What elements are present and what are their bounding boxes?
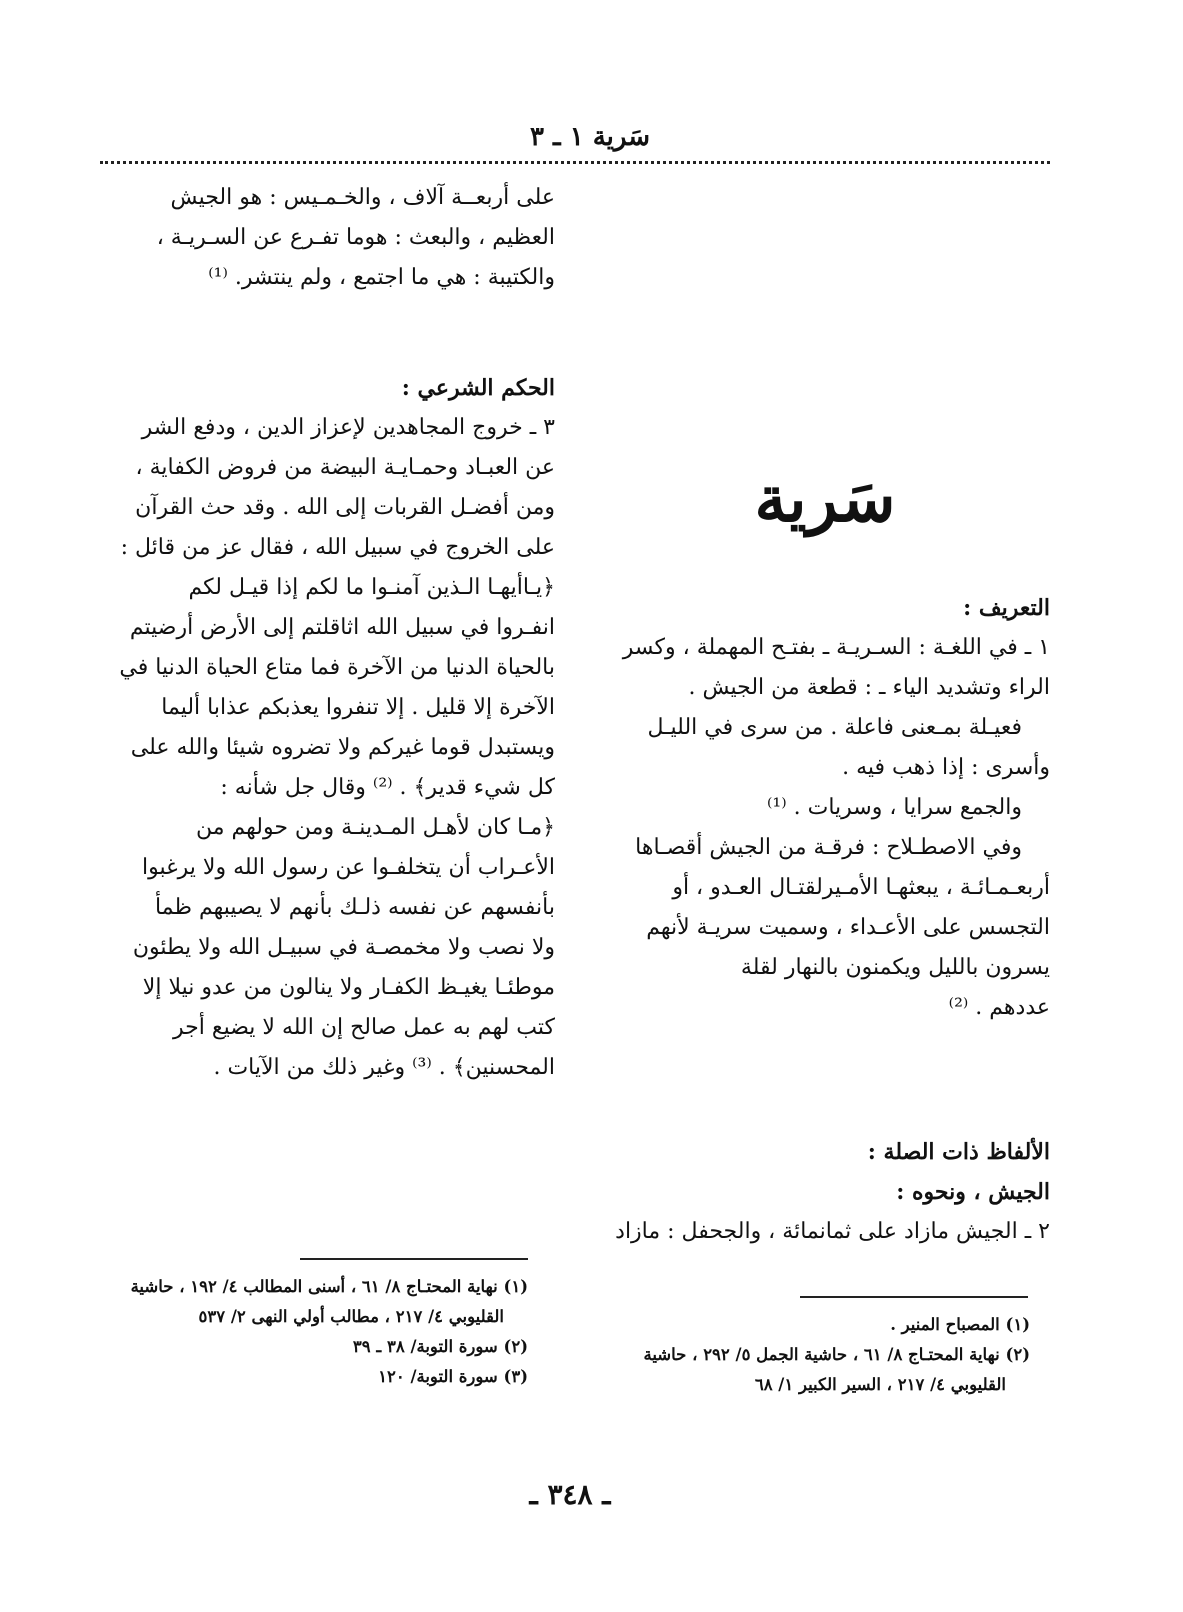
left-column-ruling [108,368,555,1088]
related-terms-heading: الألفاظ ذات الصلة : [867,1139,1050,1165]
footnote: (٣) سورة التوبة/ ١٢٠ [378,1367,528,1386]
header-dotted-rule [100,161,1050,164]
left-column-intro [108,178,555,298]
text-line: فعيـلة بمـعنى فاعلة . من سرى في الليـل [647,715,1022,740]
related-subheading: الجيش ، ونحوه : [896,1179,1050,1205]
text-line: عن العبـاد وحمـايـة البيضة من فروض الكفاية ، [135,455,555,480]
text-line: وفي الاصطـلاح : فرقـة من الجيش أقصـاها [635,835,1022,860]
entry-title: سَرية [754,462,896,537]
text-line: وأسرى : إذا ذهب فيه . [842,755,1050,780]
running-head: سَرية ١ ـ ٣ [529,122,651,152]
quran-quote-line: ويستبدل قوما غيركم ولا تضروه شيئا والله على [130,735,555,760]
page-number: ـ ٣٤٨ ـ [529,1478,611,1511]
quran-quote-line: الآخرة إلا قليل . إلا تنفروا يعذبكم عذابا أليما [161,695,555,720]
footnote-continuation: القليوبي ٤/ ٢١٧ ، السير الكبير ١/ ٦٨ [754,1375,1006,1394]
left-footnotes [100,1272,528,1392]
text-line: الراء وتشديد الياء ـ : قطعة من الجيش . [688,675,1050,700]
text-line: والكتيبة : هي ما اجتمع ، ولم ينتشر. ⁽¹⁾ [208,265,555,290]
text-line: على الخروج في سبيل الله ، فقال عز من قائل : [120,535,555,560]
text-line: أربعـمـائـة ، يبعثهـا الأمـيرلقتـال العـدو ، أو [672,875,1050,900]
quran-quote-line: بالحياة الدنيا من الآخرة فما متاع الحياة الدنيا في [119,655,555,680]
quran-quote-line: المحسنين﴾ . ⁽³⁾ وغير ذلك من الآيات . [213,1055,555,1080]
footnote: (١) المصباح المنير . [890,1315,1030,1334]
text-line: ١ ـ في اللغـة : السـريـة ـ بفتـح المهملة ، وكسر [622,635,1050,660]
text-line: يسرون بالليل ويكمنون بالنهار لقلة [740,955,1050,980]
footnote: (٢) سورة التوبة/ ٣٨ ـ ٣٩ [352,1337,528,1356]
text-line: ومن أفضـل القربات إلى الله . وقد حث القرآن [135,495,555,520]
text-line: العظيم ، والبعث : هوما تفـرع عن السـريـة ، [156,225,555,250]
definition-heading: التعريف : [963,595,1050,621]
quran-quote-line: الأعـراب أن يتخلفـوا عن رسول الله ولا يرغبوا [142,855,555,880]
quran-quote-line: بأنفسهم عن نفسه ذلـك بأنهم لا يصيبهم ظمأ [155,895,555,920]
right-footnotes [590,1310,1030,1400]
quran-quote-line: كل شيء قدير﴾ . ⁽²⁾ وقال جل شأنه : [220,775,555,800]
left-footnote-rule [300,1258,528,1260]
quran-quote-line: كتب لهم به عمل صالح إن الله لا يضيع أجر [173,1015,555,1040]
section-heading: الحكم الشرعي : [401,375,555,401]
text-line: والجمع سرايا ، وسريات . ⁽¹⁾ [766,795,1022,820]
footnote: (١) نهاية المحتـاج ٨/ ٦١ ، أسنى المطالب ٤/ ١٩٢ ، حاشية [130,1277,528,1296]
text-line: على أربعــة آلاف ، والخـمـيس : هو الجيش [170,185,555,210]
footnote: (٢) نهاية المحتـاج ٨/ ٦١ ، حاشية الجمل ٥/ ٢٩٢ ، حاشية [643,1345,1030,1364]
right-footnote-rule [800,1296,1028,1298]
right-column-definition [600,588,1050,1028]
text-line: التجسس على الأعـداء ، وسميت سريـة لأنهم [646,915,1050,940]
quran-quote-line: انفـروا في سبيل الله اثاقلتم إلى الأرض أرضيتم [129,615,555,640]
right-column-related [600,1132,1050,1252]
text-line: ٣ ـ خروج المجاهدين لإعزاز الدين ، ودفع الشر [141,415,555,440]
quran-quote-line: ﴿مـا كان لأهـل المـدينـة ومن حولهم من [195,815,555,840]
footnote-continuation: القليوبي ٤/ ٢١٧ ، مطالب أولي النهى ٢/ ٥٣٧ [198,1307,504,1326]
quran-quote-line: ولا نصب ولا مخمصـة في سبيـل الله ولا يطئون [132,935,555,960]
quran-quote-line: ﴿يـاأيهـا الـذين آمنـوا ما لكم إذا قيـل لكم [188,575,555,600]
text-line: عددهم . ⁽²⁾ [948,995,1050,1020]
quran-quote-line: موطئـا يغيـظ الكفـار ولا ينالون من عدو نيلا إلا [142,975,555,1000]
text-line: ٢ ـ الجيش مازاد على ثمانمائة ، والجحفل : مازاد [615,1219,1050,1244]
